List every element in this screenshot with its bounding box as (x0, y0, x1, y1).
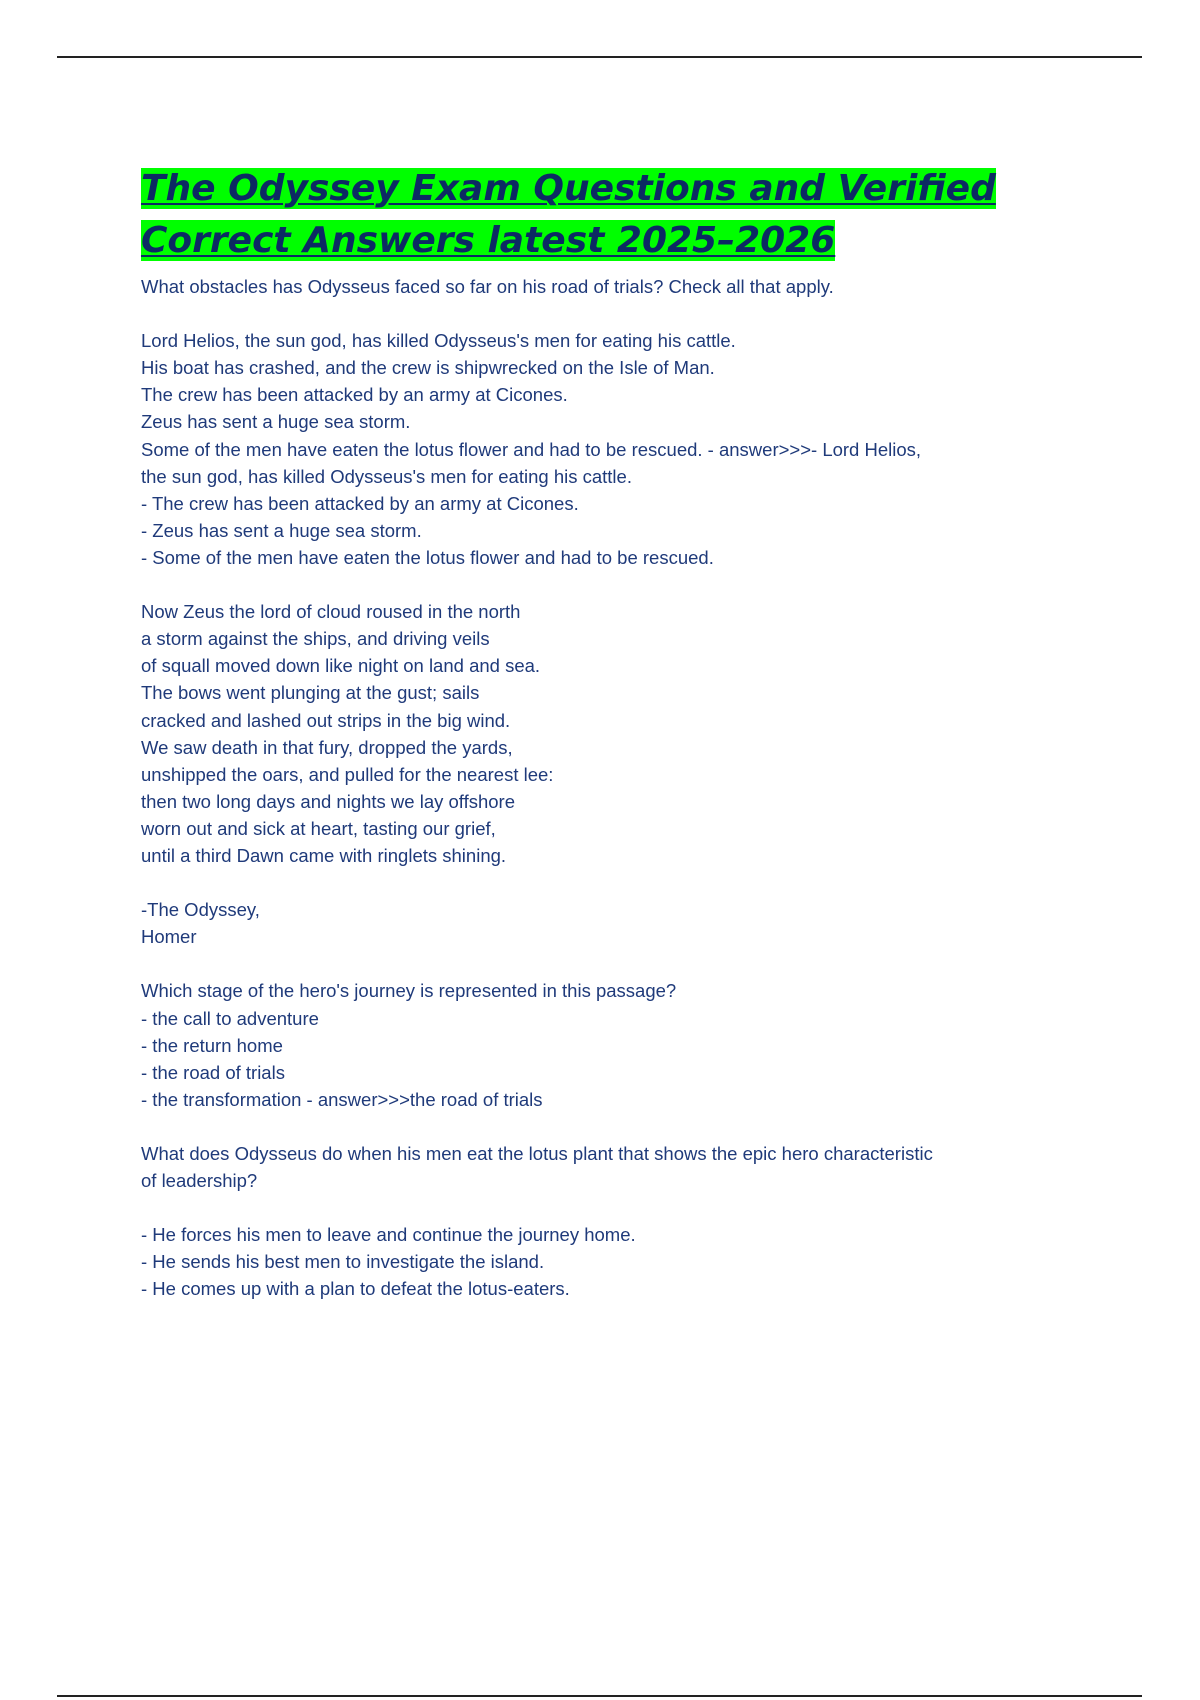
citation-line: -The Odyssey, (141, 899, 260, 921)
text-line (141, 300, 1041, 327)
poem-line: a storm against the ships, and driving veils (141, 628, 490, 650)
document-body (141, 163, 1041, 1303)
text-line: - The crew has been attacked by an army at Cicones. (141, 492, 579, 514)
document-text (141, 273, 1041, 1303)
poem-line: then two long days and nights we lay offshore (141, 790, 516, 812)
poem-line: Now Zeus the lord of cloud roused in the north (141, 601, 521, 623)
option-line: - the call to adventure (141, 1007, 319, 1029)
header-rule (57, 56, 1142, 58)
footer-rule (57, 1695, 1142, 1697)
text-line (141, 869, 1041, 896)
text-line (141, 571, 1041, 598)
poem-line: until a third Dawn came with ringlets shining. (141, 844, 507, 866)
text-line: - Some of the men have eaten the lotus flower and had to be rescued. (141, 546, 714, 568)
option-line: - the return home (141, 1034, 283, 1056)
text-line: His boat has crashed, and the crew is shipwrecked on the Isle of Man. (141, 357, 715, 379)
text-line: What obstacles has Odysseus faced so far on his road of trials? Check all that apply. (141, 276, 834, 297)
question-line: What does Odysseus do when his men eat the lotus plant that shows the epic hero characteristic (141, 1143, 933, 1164)
text-line (141, 950, 1041, 977)
title-line-1: The Odyssey Exam Questions and Verified (141, 168, 996, 209)
question-line: of leadership? (141, 1170, 258, 1192)
poem-line: worn out and sick at heart, tasting our grief, (141, 817, 496, 839)
text-line: The crew has been attacked by an army at Cicones. (141, 384, 568, 406)
text-line (141, 1194, 1041, 1221)
text-line: the sun god, has killed Odysseus's men for eating his cattle. (141, 465, 632, 487)
option-line: - the transformation - answer>>>the road of trials (141, 1088, 543, 1110)
question-line: Which stage of the hero's journey is represented in this passage? (141, 980, 677, 1002)
poem-line: The bows went plunging at the gust; sails (141, 682, 480, 704)
title-line-2: Correct Answers latest 2025–2026 (141, 220, 836, 261)
poem-line: We saw death in that fury, dropped the yards, (141, 736, 513, 758)
citation-line: Homer (141, 926, 197, 948)
option-line: - He sends his best men to investigate the island. (141, 1251, 545, 1273)
text-line: - Zeus has sent a huge sea storm. (141, 519, 422, 541)
option-line: - the road of trials (141, 1061, 285, 1083)
document-title (141, 163, 1041, 267)
text-line: Some of the men have eaten the lotus flower and had to be rescued. - answer>>>- Lord Helios, (141, 438, 922, 460)
poem-line: unshipped the oars, and pulled for the nearest lee: (141, 763, 554, 785)
poem-line: cracked and lashed out strips in the big wind. (141, 709, 511, 731)
option-line: - He forces his men to leave and continue the journey home. (141, 1224, 636, 1246)
poem-line: of squall moved down like night on land and sea. (141, 655, 541, 677)
text-line (141, 1113, 1041, 1140)
text-line: Lord Helios, the sun god, has killed Odysseus's men for eating his cattle. (141, 330, 736, 352)
option-line: - He comes up with a plan to defeat the lotus-eaters. (141, 1278, 570, 1300)
text-line: Zeus has sent a huge sea storm. (141, 411, 411, 433)
